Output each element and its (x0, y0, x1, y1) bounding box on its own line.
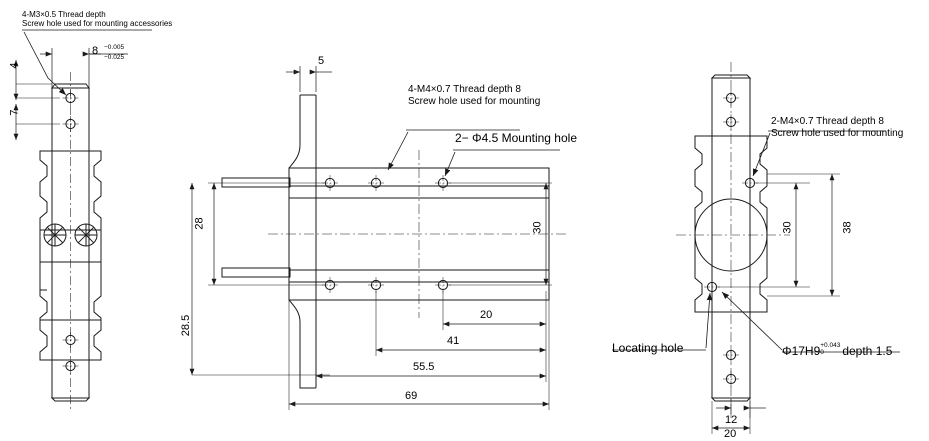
left-view-thread-note-line1: 4-M3×0.5 Thread depth (22, 10, 106, 19)
dim-28-value: 28 (193, 217, 206, 230)
dim-8-upper-tol: −0.005 (104, 43, 125, 51)
dim-7-value: 7 (8, 109, 21, 116)
dim-28-5-front-view (192, 183, 330, 375)
dim-30-value-right: 30 (781, 221, 794, 234)
dim-30-value-front: 30 (531, 221, 544, 234)
right-view-locating-hole-note: Locating hole (612, 341, 684, 355)
dim-20-front-view (443, 291, 546, 330)
dim-5-front-view (286, 66, 332, 92)
dim-28-5-value: 28.5 (180, 314, 193, 337)
bore-note-lower-tol: 0 (820, 349, 824, 356)
dim-41-front-view (376, 291, 546, 356)
dim-20-value-right: 20 (724, 428, 737, 440)
front-view-mounting-hole-note: 2− Φ4.5 Mounting hole (455, 131, 577, 145)
dim-8-lower-tol: −0.025 (104, 53, 125, 61)
right-view-geometry (676, 62, 790, 414)
dim-12-value: 12 (725, 414, 738, 426)
right-view-note-leaders (612, 131, 900, 355)
dim-38-right-view (767, 174, 840, 296)
dim-20-value-front: 20 (480, 309, 493, 321)
dim-4-left-view (16, 60, 60, 100)
front-view-m4-note-line2: Screw hole used for mounting (408, 96, 541, 107)
left-view-thread-note-line2: Screw hole used for mounting accessories (22, 19, 173, 28)
dim-4-value: 4 (8, 62, 21, 69)
dim-7-left-view (16, 104, 60, 140)
dim-38-value: 38 (841, 221, 854, 234)
dim-41-value: 41 (447, 335, 460, 347)
right-view-m4-note-line1: 2-M4×0.7 Thread depth 8 (771, 116, 884, 127)
dim-8-value: 8 (92, 45, 99, 57)
front-view-m4-note-line1: 4-M4×0.7 Thread depth 8 (408, 84, 521, 95)
bore-note-upper-tol: +0.043 (820, 342, 841, 349)
left-view-geometry (40, 72, 101, 412)
bore-note-suffix: depth 1.5 (842, 344, 893, 358)
dim-55-5-value: 55.5 (413, 361, 435, 373)
dim-5-value: 5 (318, 55, 325, 67)
bore-note-prefix: Φ17H9 (782, 344, 821, 358)
right-view-m4-note-line2: Screw hole used for mounting (771, 128, 904, 139)
dim-69-value: 69 (405, 390, 418, 402)
